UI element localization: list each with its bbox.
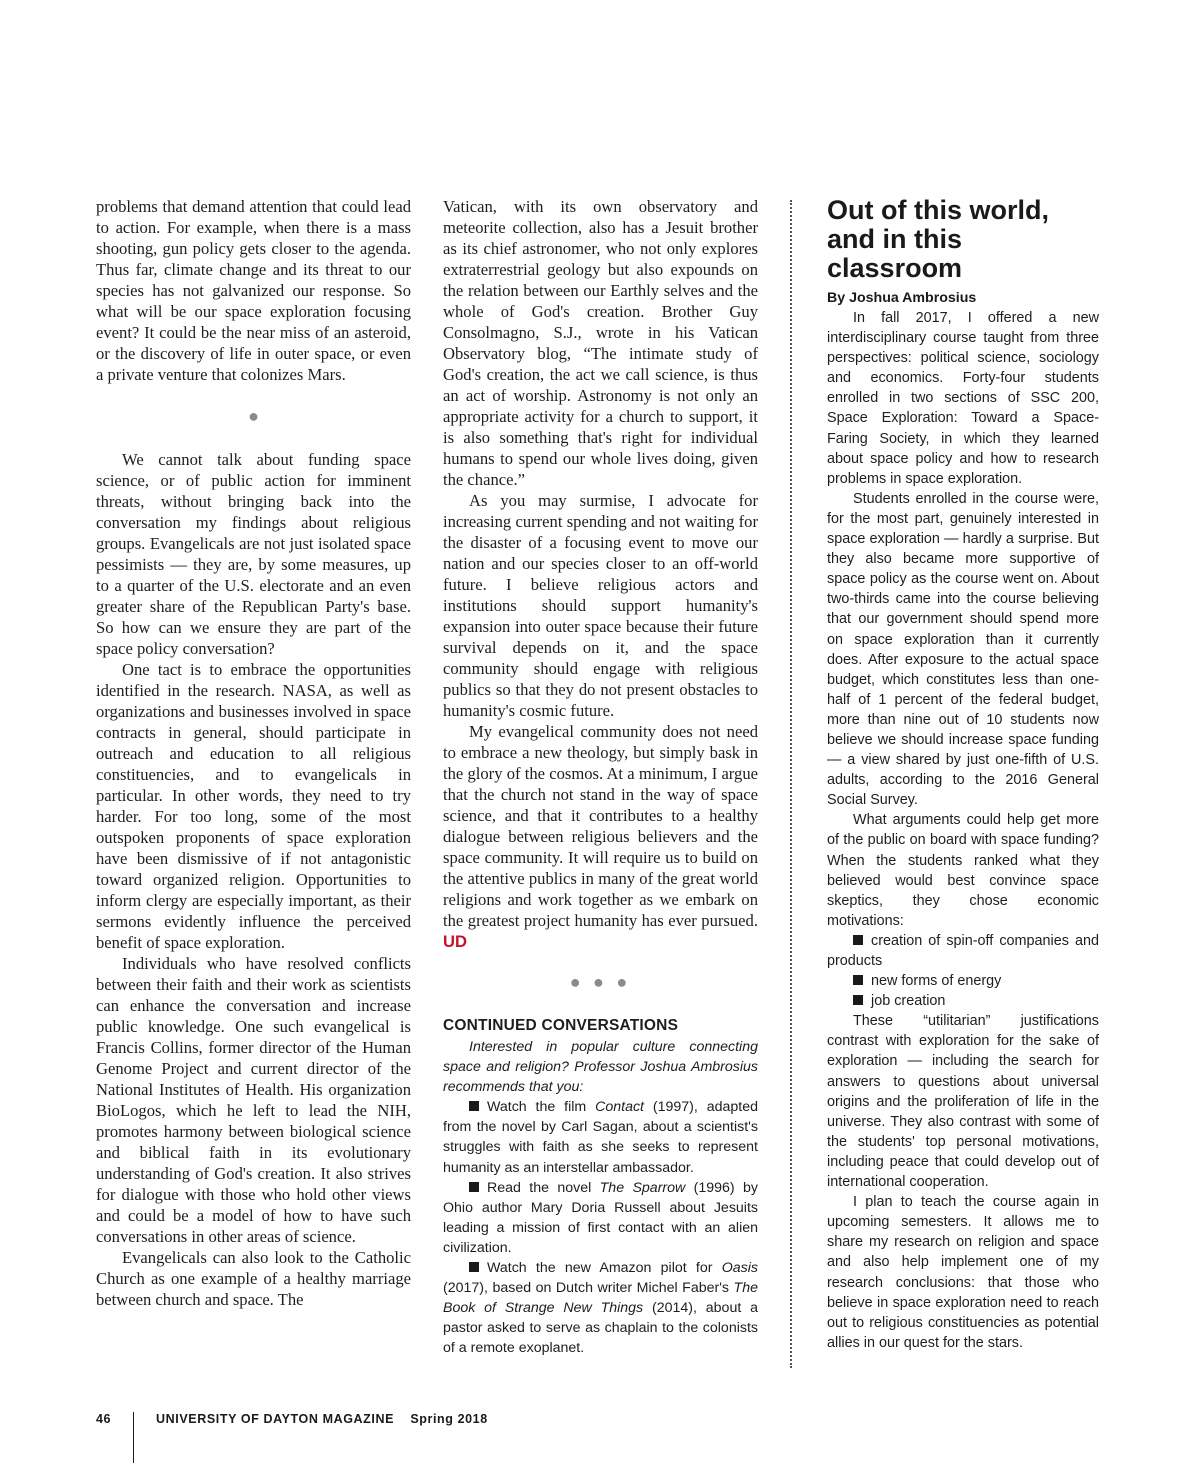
paragraph: We cannot talk about funding space science, or of public action for imminent threats, without bringing back into the conversation my findings about religious groups. Evangelicals are not just isolated space pessimists — they are, by some measures, up to a quarter of the U.S. electorate and an even greater share of the Republican Party's base. So how can we ensure they are part of the space policy conversation?	[96, 450, 411, 658]
paragraph: In fall 2017, I offered a new interdisciplinary course taught from three perspectives: political science, sociology and economics. Forty-four students enrolled in two sections of SSC 200, Space Exploration: Toward a Space-Faring Society, in which they learned about space policy and how to research problems in space exploration.	[827, 310, 1099, 487]
byline: By Joshua Ambrosius	[827, 290, 977, 306]
square-bullet-icon	[469, 1101, 479, 1111]
end-dots: ● ● ●	[569, 972, 632, 992]
paragraph	[443, 721, 758, 952]
ud-end-mark: UD	[443, 932, 467, 951]
publication-name: UNIVERSITY OF DAYTON MAGAZINE	[156, 1412, 395, 1426]
square-bullet-icon	[853, 995, 863, 1005]
continued-conversations-heading: CONTINUED CONVERSATIONS	[443, 1017, 679, 1034]
page-number: 46	[96, 1412, 112, 1426]
recommendation-item: Read the novel The Sparrow (1996) by Ohio author Mary Doria Russell about Jesuits leading a mission of first contact with an alien civilization.	[443, 1179, 758, 1256]
article-column-2	[443, 196, 758, 1359]
paragraph: One tact is to embrace the opportunities identified in the research. NASA, as well as organizations and businesses involved in space contracts in general, should participate in outreach and education to all religious constituencies, and to evangelicals in particular. In other words, they need to try harder. For too long, some of the most outspoken proponents of space exploration have been dismissive of if not antagonistic toward organized religion. Opportunities to inform clergy are especially important, as their sermons evidently influence the perceived benefit of space exploration.	[96, 660, 411, 952]
issue-date: Spring 2018	[410, 1412, 488, 1426]
sidebar-title: Out of this world, and in this classroom	[827, 195, 1049, 283]
paragraph: Individuals who have resolved conflicts between their faith and their work as scientists can enhance the conversation and increase public knowledge. One such evangelical is Francis Collins, former director of the Human Genome Project and current director of the National Institutes of Health. His organization BioLogos, which he left to lead the NIH, promotes harmony between biological science and biblical faith in its evolutionary understanding of God's creation. It also strives for dialogue with those who hold other views and could be a model of how to have such conversations in other areas of science.	[96, 954, 411, 1246]
title-oasis: Oasis	[721, 1260, 758, 1277]
recommendation-item: Watch the film Contact (1997), adapted from the novel by Carl Sagan, about a scientist's struggles with faith as she seeks to represent humanity as an interstellar ambassador.	[443, 1099, 759, 1176]
title-contact: Contact	[595, 1099, 645, 1116]
paragraph: Evangelicals can also look to the Catholic Church as one example of a healthy marriage between church and space. The	[96, 1248, 411, 1309]
square-bullet-icon	[469, 1262, 479, 1272]
bullet-item: creation of spin-off companies and products	[827, 932, 1099, 969]
title-sparrow: The Sparrow	[599, 1179, 686, 1196]
bullet-item: job creation	[827, 991, 1099, 1011]
square-bullet-icon	[469, 1182, 479, 1192]
paragraph: These “utilitarian” justifications contrast with exploration for the sake of exploration — including the search for answers to questions about universal origins and the proliferation of life in the universe. They also contrast with some of the students' top personal motivations, including peace that could develop out of international cooperation.	[827, 1013, 1099, 1191]
bullet-item: new forms of energy	[827, 971, 1099, 991]
paragraph: I plan to teach the course again in upcoming semesters. It allows me to share my research on religion and space and also help implement one of my research conclusions: that those who believe in space exploration need to reach out to religious constituencies as potential allies in our quest for the stars.	[827, 1194, 1099, 1351]
paragraph: Vatican, with its own observatory and meteorite collection, also has a Jesuit brother as its chief astronomer, who not only explores extraterrestrial geology but also expounds on the relation between our Earthly selves and the whole of God's creation. Brother Guy Consolmagno, S.J., wrote in his Vatican Observatory blog, “The intimate study of God's creation, the act we call science, is thus an act of worship. Astronomy is not only an appropriate activity for a church to support, it is also something that's right for individual humans to spend our whole lives doing, given the chance.”	[443, 197, 758, 489]
paragraph: problems that demand attention that could lead to action. For example, when there is a mass shooting, gun policy gets closer to the agenda. Thus far, climate change and its threat to our species has not galvanized our response. So what will be our space exploration focusing event? It could be the near miss of an asteroid, or the discovery of life in outer space, or even a private venture that colonizes Mars.	[96, 197, 411, 384]
sidebar	[827, 196, 1099, 1353]
paragraph: Students enrolled in the course were, for the most part, genuinely interested in space exploration — hardly a surprise. But they also became more supportive of space policy as the course went on. About two-thirds came into the course believing that our government should spend more on space exploration than it currently does. After exposure to the actual space budget, which constitutes less than one-half of 1 percent of the federal budget, more than nine out of 10 students now believe we should increase space funding — a view shared by just one-fifth of U.S. adults, according to the 2016 General Social Survey.	[827, 490, 1099, 809]
page-footer	[96, 1412, 488, 1426]
paragraph: What arguments could help get more of the public on board with space funding? When the students ranked what they believed would best convince space skeptics, they chose economic motivations:	[827, 812, 1099, 929]
paragraph-text: My evangelical community does not need to embrace a new theology, but simply bask in the glory of the cosmos. At a minimum, I argue that the church not stand in the way of space science, and that it contributes to a healthy dialogue between religious believers and the space community. It will require us to build on the attentive publics in many of the great world religions and work together as we embark on the greatest project humanity has ever pursued.	[443, 722, 758, 930]
article-column-1	[96, 196, 411, 1310]
title-book-strange: The Book of Strange New Things	[443, 1280, 758, 1317]
recommendation-item: Watch the new Amazon pilot for Oasis (2017), based on Dutch writer Michel Faber's The Book of Strange New Things (2014), about a pastor asked to serve as chaplain to the colonists of a remote exoplanet.	[443, 1260, 758, 1357]
square-bullet-icon	[853, 975, 863, 985]
column-divider	[790, 200, 792, 1368]
cc-intro: Interested in popular culture connecting space and religion? Professor Joshua Ambrosius recommends that you:	[443, 1039, 758, 1096]
square-bullet-icon	[853, 935, 863, 945]
recommendations	[443, 1037, 758, 1359]
paragraph: As you may surmise, I advocate for increasing current spending and not waiting for the disaster of a focusing event to move our nation and our species closer to an off-world future. I believe religious actors and institutions should support humanity's expansion into outer space because their future survival depends on it, and the space community should engage with religious publics so that they do not present obstacles to humanity's cosmic future.	[443, 491, 758, 720]
section-separator-dot: ●	[248, 406, 259, 426]
